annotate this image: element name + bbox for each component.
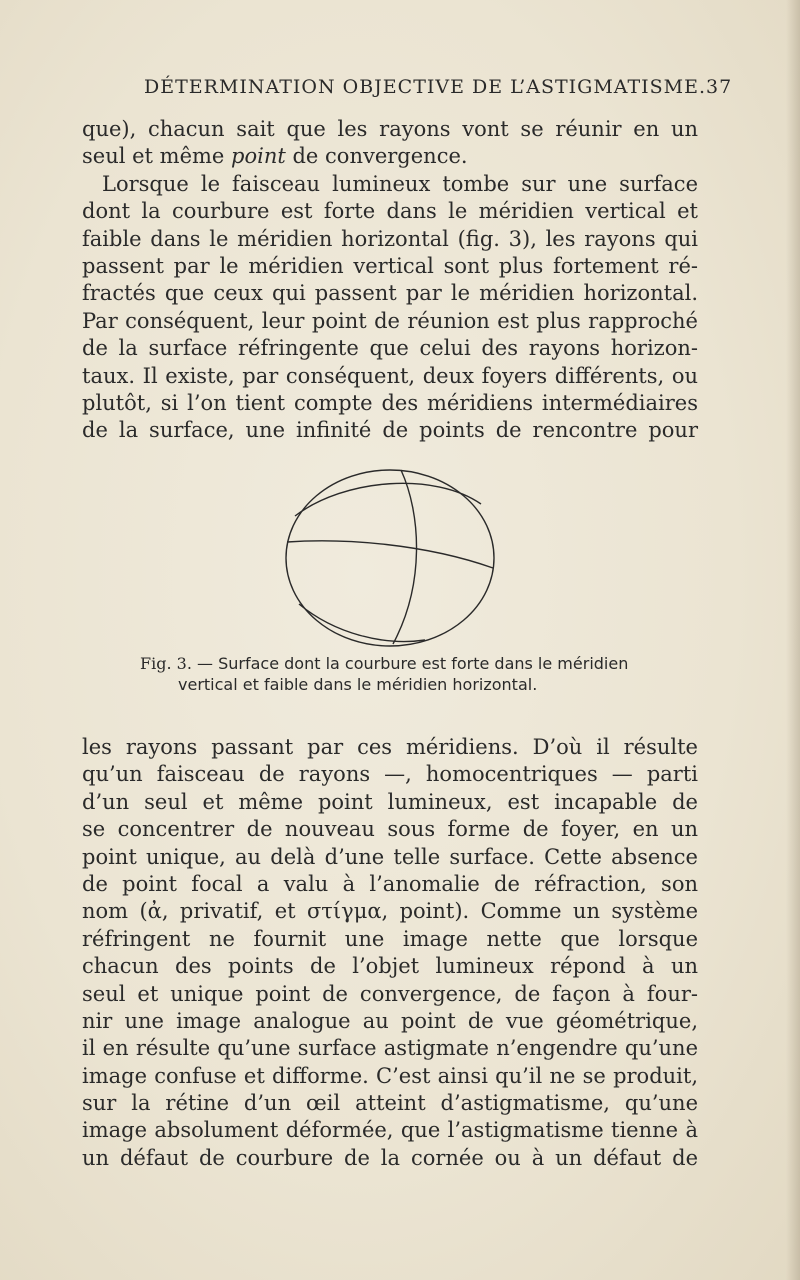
vertical-meridian [393,470,417,644]
text-line: nom (ἀ, privatif, et στίγμα, point). Comme un système [82,899,698,924]
italic-word: point [231,144,286,169]
page-edge-shadow [786,0,800,1280]
text-line: point unique, au delà d’une telle surface. Cette absence [82,844,698,869]
text-line: de la surface, une infinité de points de rencontre pour [82,418,698,443]
text-line: de point focal a valu à l’anomalie de réfraction, son [82,871,698,896]
text-line: sur la rétine d’un œil atteint d’astigmatisme, qu’une [82,1091,698,1116]
text-line: image confuse et difforme. C’est ainsi qu’il ne se produit, [82,1063,698,1088]
text-line: chacun des points de l’objet lumineux répond à un [82,954,698,979]
paragraph-top [82,116,698,445]
text-line: seul et même point de convergence. [82,144,468,169]
text-line: faible dans le méridien horizontal (fig. 3), les rayons qui [82,226,698,251]
running-title: DÉTERMINATION OBJECTIVE DE L’ASTIGMATISME. [144,76,707,98]
text-line: nir une image analogue au point de vue géométrique, [82,1008,698,1033]
text-line: seul et unique point de convergence, de façon à four- [82,981,698,1006]
text-line: que), chacun sait que les rayons vont se réunir en un [82,117,698,141]
caption-text: — Surface dont la courbure est forte dans le méridien [197,654,629,673]
text-line: Lorsque le faisceau lumineux tombe sur une surface [102,171,698,196]
paragraph-bottom [82,734,698,1172]
text-line: Par conséquent, leur point de réunion est plus rapproché [82,308,698,333]
text-line: un défaut de courbure de la cornée ou à un défaut de [82,1145,698,1170]
horizontal-meridian [287,541,493,568]
figure-caption-line2: vertical et faible dans le méridien horizontal. [178,675,538,694]
text-line: réfringent ne fournit une image nette que lorsque [82,926,698,951]
running-header [144,76,733,98]
lower-meridian-arc [299,604,425,642]
text-line: fractés que ceux qui passent par le méridien horizontal. [82,281,698,306]
text-line: plutôt, si l’on tient compte des méridiens intermédiaires [82,390,698,415]
figure-3-diagram [275,464,505,650]
text-line: qu’un faisceau de rayons —, homocentriques — parti [82,762,698,787]
text-line: dont la courbure est forte dans le méridien vertical et [82,199,698,224]
figure-caption-line1 [140,653,700,674]
text-line: les rayons passant par ces méridiens. D’où il résulte [82,735,698,759]
text-line: d’un seul et même point lumineux, est incapable de [82,789,698,814]
figure-label: Fig. 3. [140,654,192,673]
text-line: se concentrer de nouveau sous forme de foyer, en un [82,817,698,842]
text-line: image absolument déformée, que l’astigmatisme tienne à [82,1118,698,1143]
text-line: il en résulte qu’une surface astigmate n’engendre qu’une [82,1036,698,1061]
page-number: 37 [706,76,733,98]
text-line: taux. Il existe, par conséquent, deux foyers différents, ou [82,363,698,388]
text-line: de la surface réfringente que celui des rayons horizon- [82,336,698,361]
text-line: passent par le méridien vertical sont plus fortement ré- [82,253,698,278]
